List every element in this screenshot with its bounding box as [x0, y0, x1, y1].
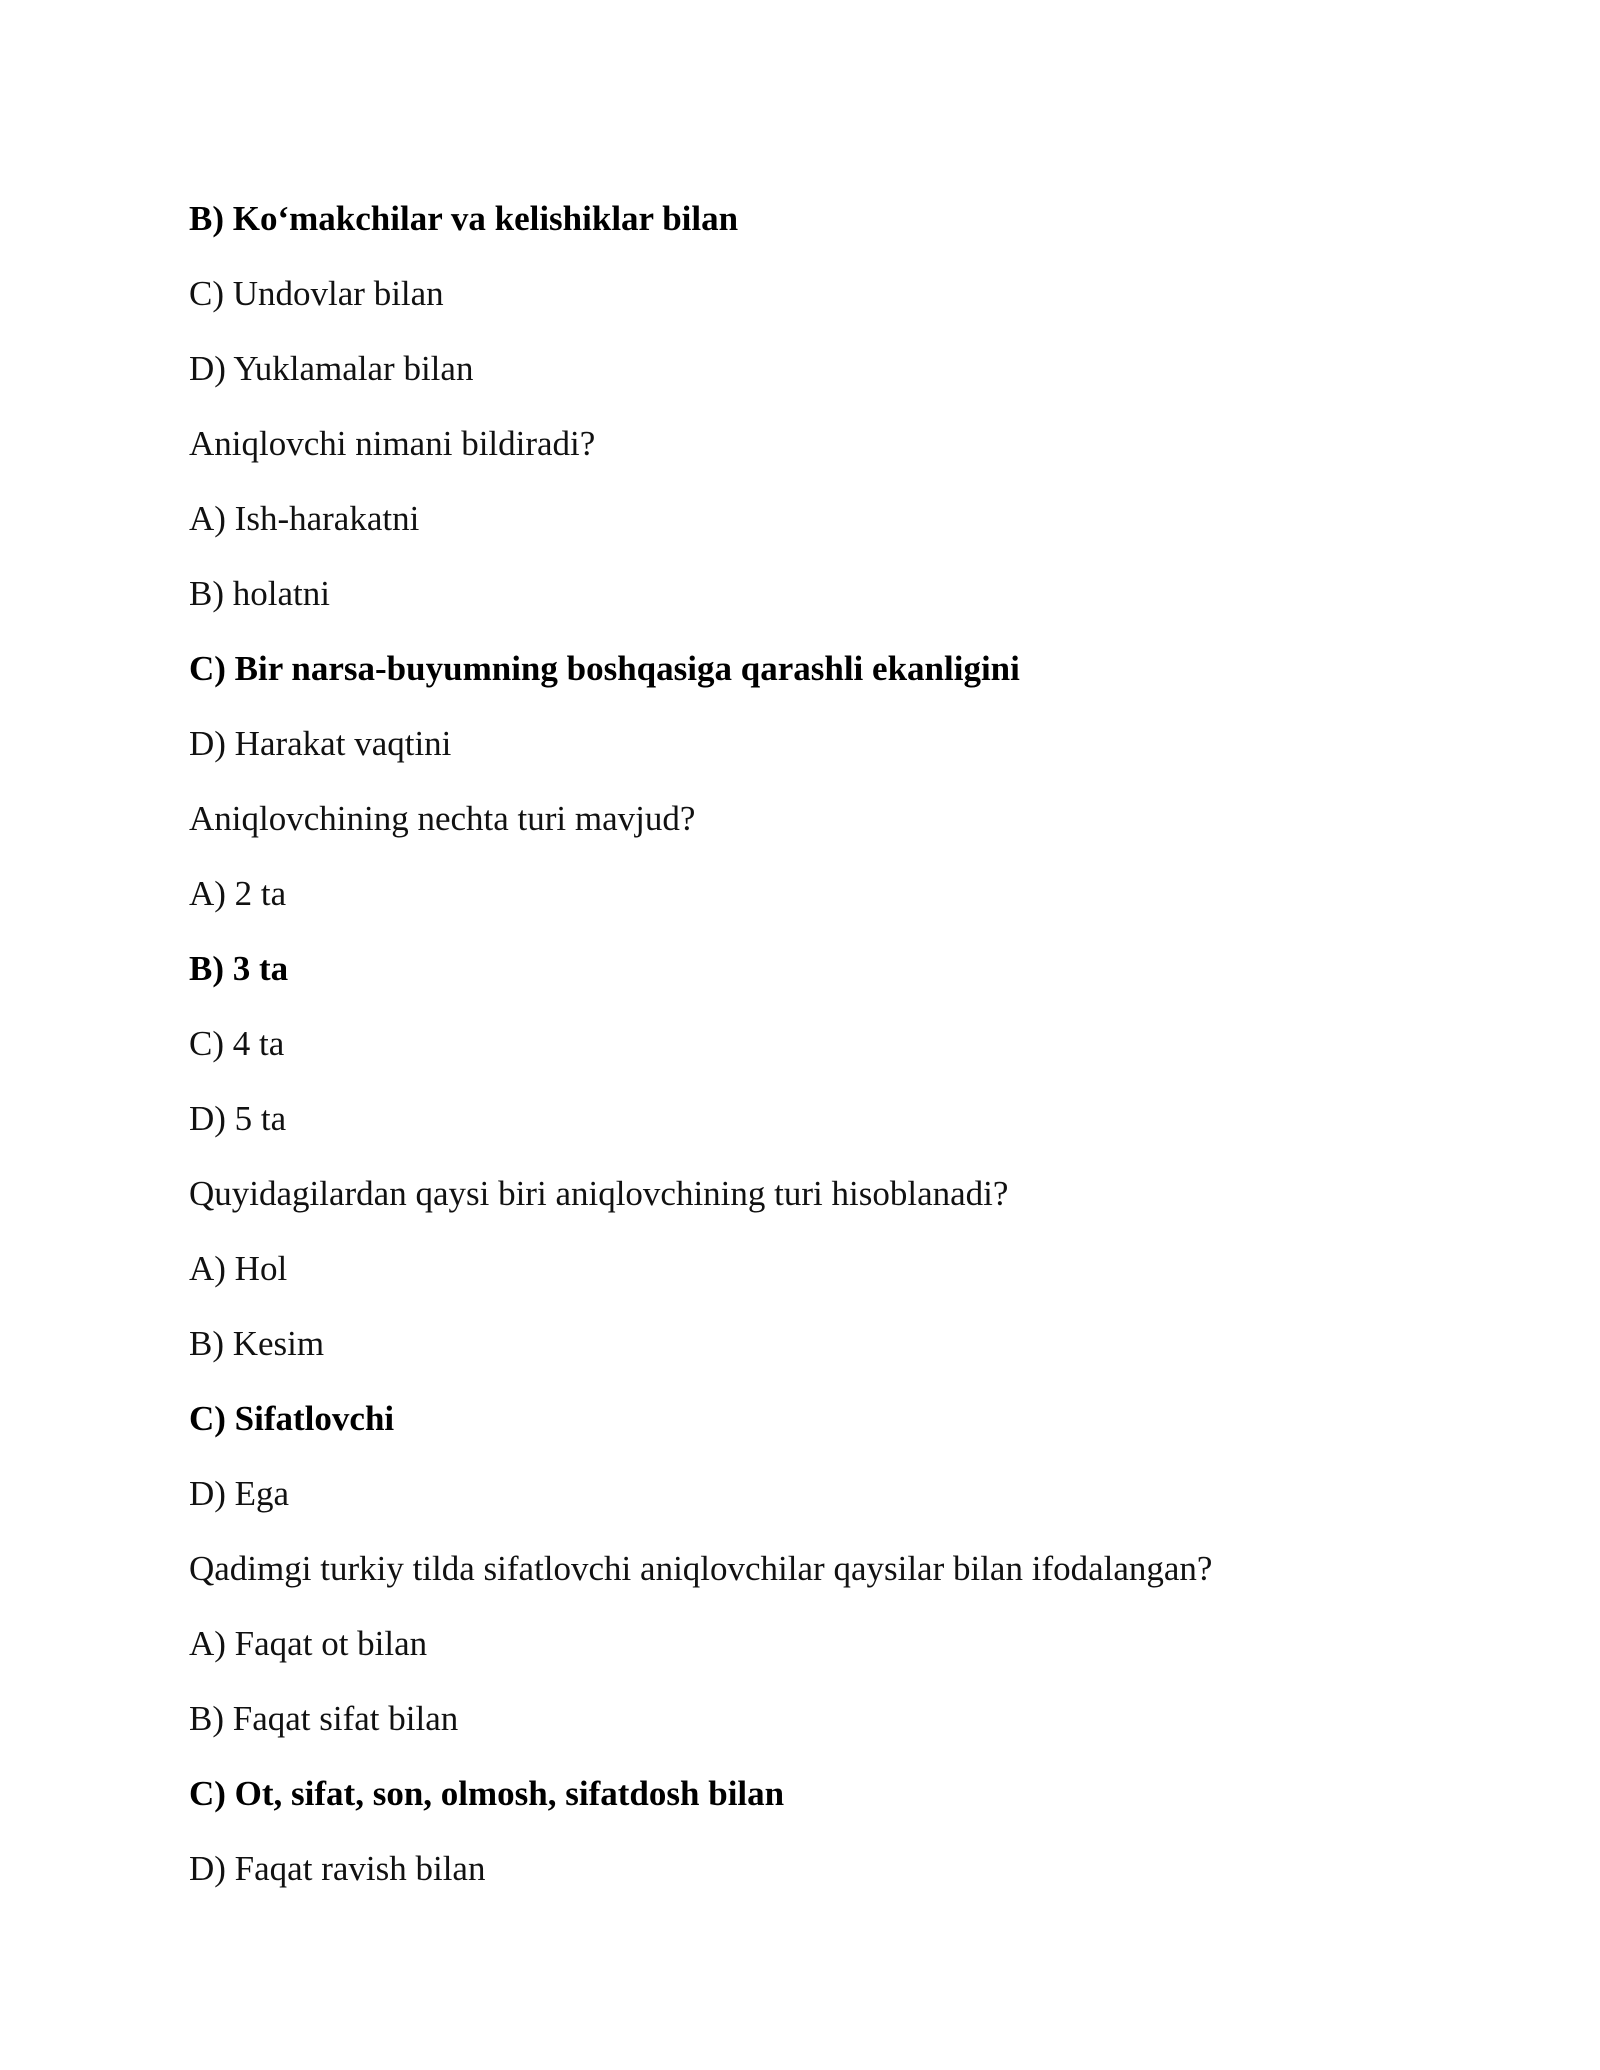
question-text: Qadimgi turkiy tilda sifatlovchi aniqlovchilar qaysilar bilan ifodalangan? [189, 1549, 1213, 1588]
answer-option: D) Faqat ravish bilan [189, 1849, 486, 1888]
answer-option: A) Faqat ot bilan [189, 1624, 428, 1663]
answer-option: D) Ega [189, 1474, 290, 1513]
answer-option-correct: C) Sifatlovchi [189, 1399, 395, 1438]
answer-option: D) Harakat vaqtini [189, 724, 452, 763]
answer-option: B) Kesim [189, 1324, 325, 1363]
answer-option: D) 5 ta [189, 1099, 287, 1138]
question-text: Aniqlovchining nechta turi mavjud? [189, 799, 696, 838]
question-text: Quyidagilardan qaysi biri aniqlovchining turi hisoblanadi? [189, 1174, 1009, 1213]
answer-option: A) 2 ta [189, 874, 287, 913]
question-text: Aniqlovchi nimani bildiradi? [189, 424, 596, 463]
answer-option-correct: C) Ot, sifat, son, olmosh, sifatdosh bilan [189, 1774, 785, 1813]
answer-option: A) Hol [189, 1249, 288, 1288]
answer-option-correct: B) 3 ta [189, 949, 289, 988]
answer-option: C) 4 ta [189, 1024, 285, 1063]
answer-option: B) Faqat sifat bilan [189, 1699, 459, 1738]
answer-option: D) Yuklamalar bilan [189, 349, 474, 388]
answer-option: A) Ish-harakatni [189, 499, 420, 538]
answer-option: C) Undovlar bilan [189, 274, 444, 313]
document-body [189, 181, 1449, 1906]
answer-option: B) holatni [189, 574, 330, 613]
answer-option-correct: B) Ko‘makchilar va kelishiklar bilan [189, 199, 739, 238]
answer-option-correct: C) Bir narsa-buyumning boshqasiga qarashli ekanligini [189, 649, 1020, 688]
